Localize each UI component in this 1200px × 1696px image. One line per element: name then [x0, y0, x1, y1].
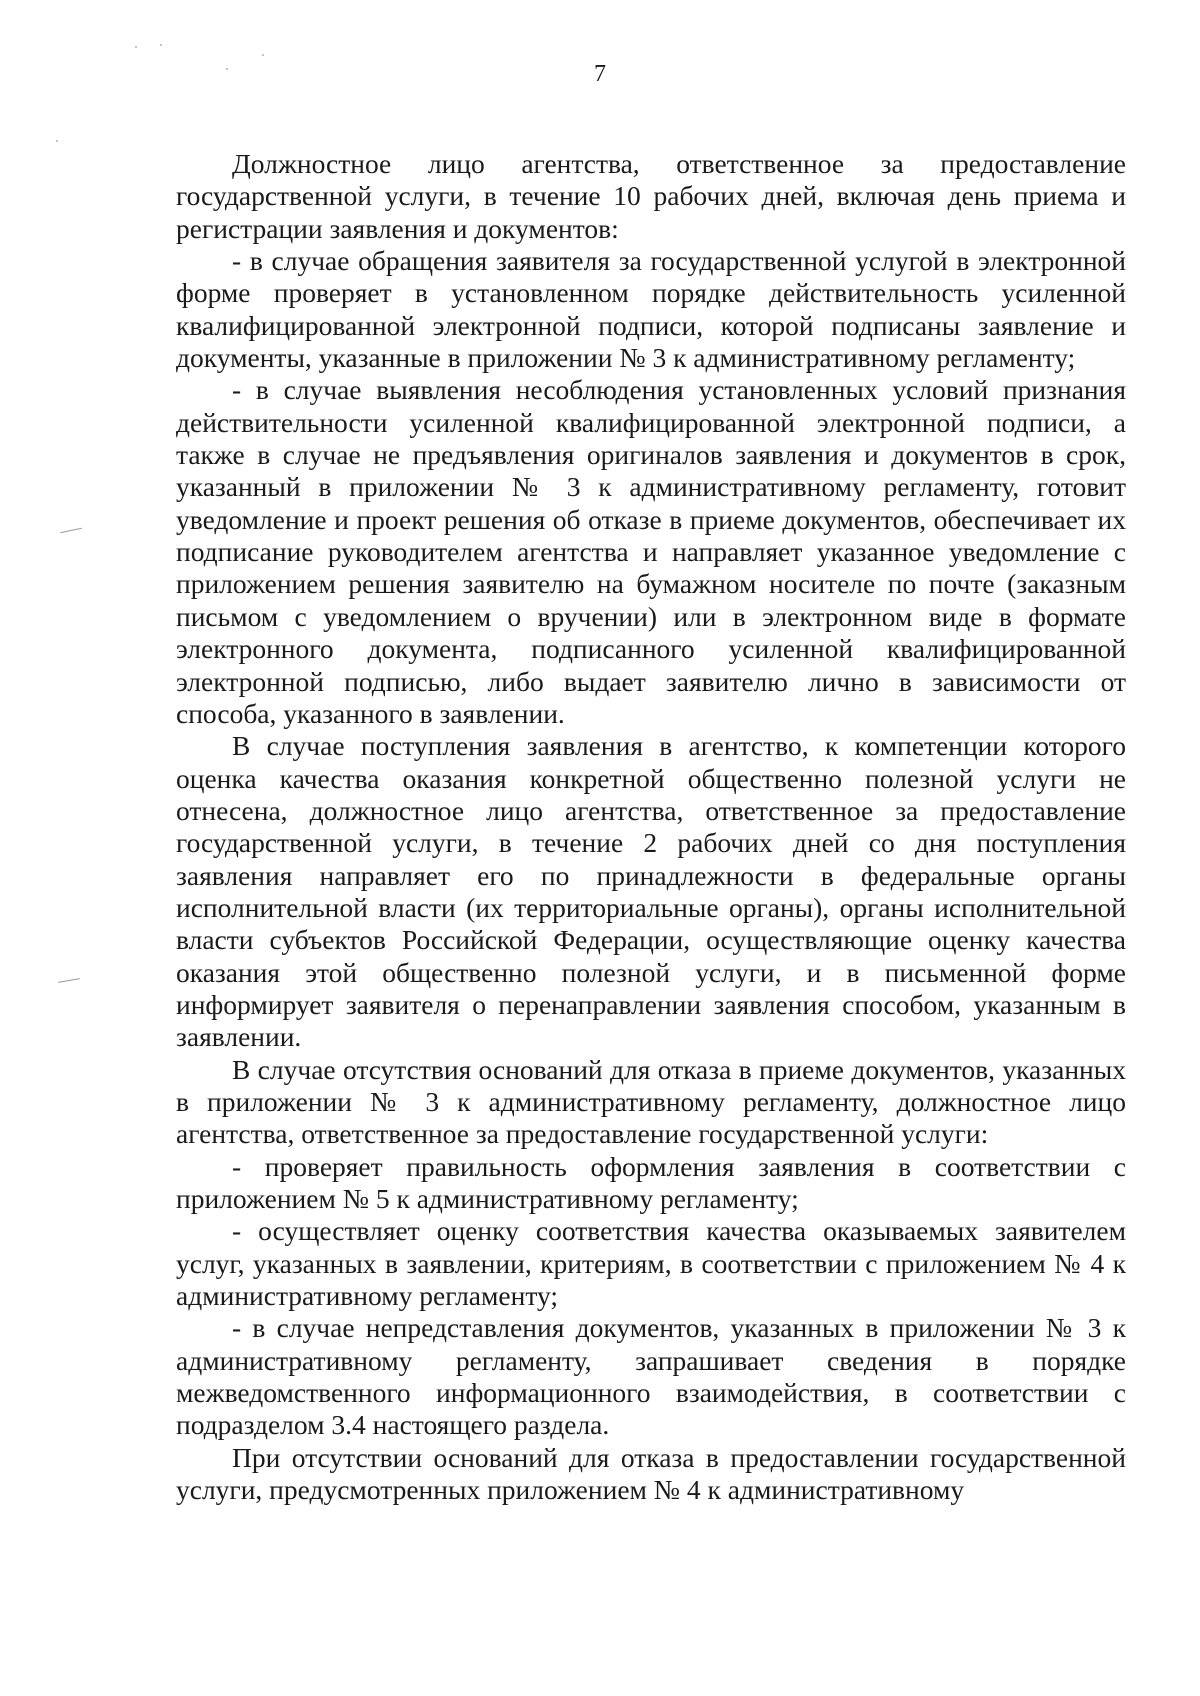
page-number: 7 [594, 61, 606, 87]
list-item-refusal-notice: - в случае выявления несоблюдения установленных условий признания действительности усиленной квалифицированной электронной подписи, а также в случае не предъявления оригиналов заявления и документов в срок, указанный в приложении № 3 к административному регламенту, готовит уведомление и проект решения об отказе в приеме документов, обеспечивает их подписание руководителем агентства и направляет указанное уведомление с приложением решения заявителю на бумажном носителе по почте (заказным письмом с уведомлением о вручении) или в электронном виде в формате электронного документа, подписанного усиленной квалифицированной электронной подписью, либо выдает заявителю лично в зависимости от способа, указанного в заявлении. [176, 374, 1126, 729]
list-item-check-form: - проверяет правильность оформления заявления в соответствии с приложением № 5 к административному регламенту; [176, 1150, 1126, 1214]
scan-artifact [262, 54, 264, 56]
scan-artifact [60, 528, 82, 534]
scan-artifact [135, 46, 137, 48]
paragraph-no-grounds: В случае отсутствия оснований для отказа в приеме документов, указанных в приложении № 3 к административному регламенту, должностное лицо агентства, ответственное за предоставление государственной услуги: [176, 1053, 1126, 1150]
paragraph-redirect: В случае поступления заявления в агентство, к компетенции которого оценка качества оказания конкретной общественно полезной услуги не отнесена, должностное лицо агентства, ответственное за предоставление государственной услуги, в течение 2 рабочих дней со дня поступления заявления направляет его по принадлежности в федеральные органы исполнительной власти (их территориальные органы), органы исполнительной власти субъектов Российской Федерации, осуществляющие оценку качества оказания этой общественно полезной услуги, и в письменной форме информирует заявителя о перенаправлении заявления способом, указанным в заявлении. [176, 730, 1126, 1053]
document-body [176, 148, 1126, 1506]
scan-artifact [58, 978, 80, 983]
paragraph-continuation: При отсутствии оснований для отказа в предоставлении государственной услуги, предусмотренных приложением № 4 к административному [176, 1441, 1126, 1506]
scan-artifact [160, 44, 162, 46]
list-item-quality-assessment: - осуществляет оценку соответствия качества оказываемых заявителем услуг, указанных в заявлении, критериям, в соответствии с приложением № 4 к административному регламенту; [176, 1215, 1126, 1312]
paragraph-intro: Должностное лицо агентства, ответственное за предоставление государственной услуги, в течение 10 рабочих дней, включая день приема и регистрации заявления и документов: [176, 148, 1126, 244]
list-item-interagency-request: - в случае непредставления документов, указанных в приложении № 3 к административному регламенту, запрашивает сведения в порядке межведомственного информационного взаимодействия, в соответствии с подразделом 3.4 настоящего раздела. [176, 1312, 1126, 1441]
scan-artifact [56, 140, 58, 142]
list-item-signature-check: - в случае обращения заявителя за государственной услугой в электронной форме проверяет в установленном порядке действительность усиленной квалифицированной электронной подписи, которой подписаны заявление и документы, указанные в приложении № 3 к административному регламенту; [176, 245, 1126, 374]
